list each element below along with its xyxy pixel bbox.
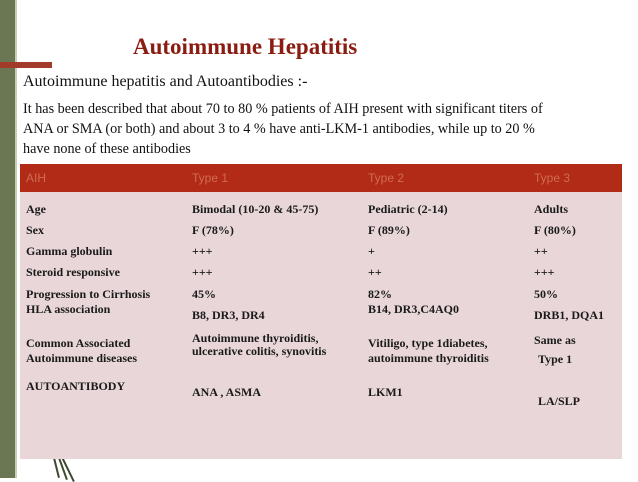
table-cell: +++ — [534, 265, 555, 279]
left-decorative-stripe — [15, 0, 17, 478]
table-cell: F (78%) — [192, 223, 234, 237]
header-type-2: Type 2 — [368, 171, 405, 185]
table-cell: Type 1 — [538, 352, 573, 366]
table-cell: F (89%) — [368, 223, 410, 237]
row-label-common-associated: Common Associated — [26, 336, 131, 350]
table-cell: Autoimmune thyroiditis, — [192, 331, 319, 345]
table-cell: +++ — [192, 244, 213, 258]
row-label-age: Age — [26, 202, 46, 216]
table-cell: 82% — [368, 287, 392, 301]
table-cell: B14, DR3,C4AQ0 — [368, 302, 460, 316]
intro-line: have none of these antibodies — [23, 141, 191, 157]
table-cell: LKM1 — [368, 385, 403, 399]
table-cell: ANA , ASMA — [192, 385, 262, 399]
table-cell: Adults — [534, 202, 569, 216]
table-cell: F (80%) — [534, 223, 576, 237]
row-label-sex: Sex — [26, 223, 44, 237]
table-cell: Vitiligo, type 1diabetes, — [368, 336, 488, 350]
row-label-steroid-responsive: Steroid responsive — [26, 265, 120, 279]
table-cell: + — [368, 244, 375, 258]
header-type-3: Type 3 — [534, 171, 571, 185]
intro-paragraph — [23, 99, 628, 159]
table-cell: autoimmune thyroiditis — [368, 351, 489, 365]
row-label-autoantibody: AUTOANTIBODY — [26, 379, 126, 393]
row-label-progression-to-cirrhosis: Progression to Cirrhosis — [26, 287, 151, 301]
table-cell: ++ — [534, 244, 548, 258]
slide-title: Autoimmune Hepatitis — [133, 34, 358, 59]
table-cell: ++ — [368, 265, 382, 279]
table-cell: +++ — [192, 265, 213, 279]
table-cell: LA/SLP — [538, 394, 581, 408]
table-cell: Bimodal (10-20 & 45-75) — [192, 202, 319, 216]
table-cell: DRB1, DQA1 — [534, 308, 605, 322]
left-decorative-bar — [0, 0, 15, 478]
row-label-gamma-globulin: Gamma globulin — [26, 244, 113, 258]
row-label-autoimmune-diseases: Autoimmune diseases — [26, 351, 138, 365]
table-header-row — [20, 164, 622, 192]
table-cell: 45% — [192, 287, 216, 301]
table-cell: Pediatric (2-14) — [368, 202, 448, 216]
header-type-1: Type 1 — [192, 171, 229, 185]
title-accent-bar — [0, 62, 52, 68]
table-cell: ulcerative colitis, synovitis — [192, 344, 327, 358]
intro-line: It has been described that about 70 to 80 % patients of AIH present with significant titers of — [23, 101, 543, 117]
intro-line: ANA or SMA (or both) and about 3 to 4 % have anti-LKM-1 antibodies, while up to 20 % — [23, 121, 535, 137]
slide-subtitle: Autoimmune hepatitis and Autoantibodies :- — [23, 73, 308, 90]
header-aih: AIH — [26, 171, 47, 185]
aih-comparison-table — [20, 164, 622, 459]
table-cell: B8, DR3, DR4 — [192, 308, 265, 322]
table-cell: Same as — [534, 333, 576, 347]
table-cell: 50% — [534, 287, 558, 301]
row-label-hla-association: HLA association — [26, 302, 111, 316]
